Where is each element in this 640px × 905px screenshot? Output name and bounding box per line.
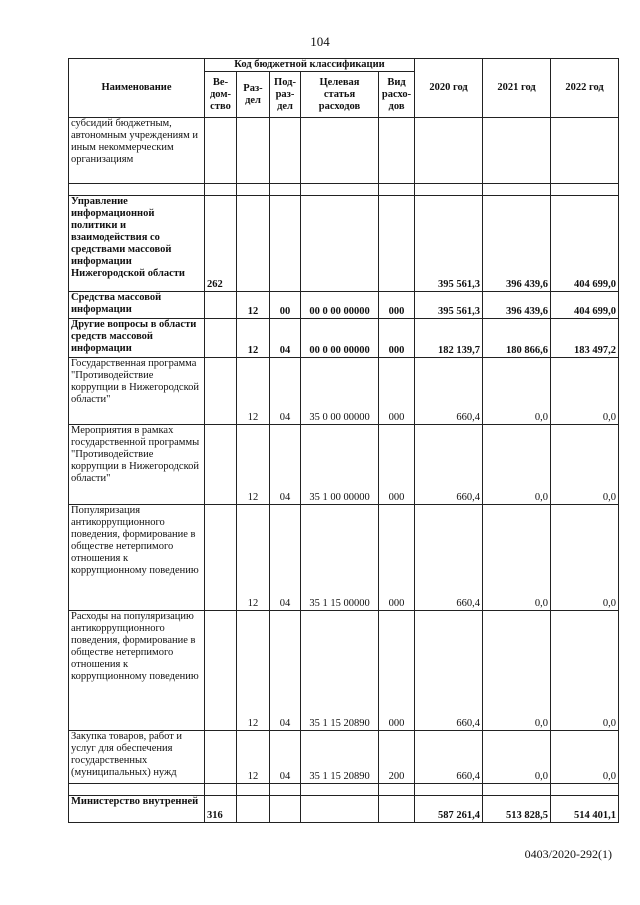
row-podrazdel	[270, 796, 301, 823]
row-vedomstvo	[205, 425, 237, 505]
page-number: 104	[310, 34, 330, 49]
budget-table	[68, 58, 619, 823]
table-row	[69, 796, 619, 823]
row-razdel	[237, 118, 270, 184]
row-amount-2020: 182 139,7	[415, 319, 483, 358]
row-podrazdel	[270, 118, 301, 184]
row-name: Средства массовой информации	[69, 292, 205, 319]
row-podrazdel	[270, 784, 301, 796]
row-expense-type	[379, 184, 415, 196]
row-podrazdel: 04	[270, 731, 301, 784]
header-razdel: Раз-дел	[237, 72, 270, 118]
row-target-article	[301, 796, 379, 823]
row-name: Министерство внутренней	[69, 796, 205, 823]
table-row	[69, 731, 619, 784]
row-expense-type	[379, 196, 415, 292]
header-podrazdel: Под-раз-дел	[270, 72, 301, 118]
row-amount-2021: 0,0	[483, 358, 551, 425]
row-target-article: 35 0 00 00000	[301, 358, 379, 425]
row-amount-2020: 660,4	[415, 358, 483, 425]
row-expense-type	[379, 118, 415, 184]
table-row	[69, 784, 619, 796]
row-razdel: 12	[237, 319, 270, 358]
row-podrazdel: 04	[270, 358, 301, 425]
row-target-article	[301, 118, 379, 184]
row-amount-2020: 660,4	[415, 505, 483, 611]
row-name: Закупка товаров, работ и услуг для обеспечения государственных (муниципальных) нужд	[69, 731, 205, 784]
row-amount-2021: 180 866,6	[483, 319, 551, 358]
row-amount-2021: 0,0	[483, 731, 551, 784]
row-podrazdel: 00	[270, 292, 301, 319]
row-amount-2020	[415, 784, 483, 796]
row-amount-2020	[415, 118, 483, 184]
row-vedomstvo	[205, 731, 237, 784]
row-amount-2022: 404 699,0	[551, 292, 619, 319]
row-amount-2021: 0,0	[483, 505, 551, 611]
row-razdel: 12	[237, 425, 270, 505]
table-row	[69, 611, 619, 731]
table-row	[69, 319, 619, 358]
header-target-article: Целевая статья расходов	[301, 72, 379, 118]
header-name: Наименование	[69, 59, 205, 118]
row-podrazdel: 04	[270, 505, 301, 611]
row-amount-2021: 396 439,6	[483, 196, 551, 292]
row-razdel	[237, 184, 270, 196]
row-amount-2020: 395 561,3	[415, 292, 483, 319]
row-razdel: 12	[237, 505, 270, 611]
row-amount-2021	[483, 784, 551, 796]
row-vedomstvo: 316	[205, 796, 237, 823]
row-vedomstvo	[205, 319, 237, 358]
row-expense-type: 000	[379, 611, 415, 731]
row-razdel	[237, 796, 270, 823]
row-razdel	[237, 196, 270, 292]
row-name: Управление информационной политики и взаимодействия со средствами массовой информации Нижегородской области	[69, 196, 205, 292]
row-vedomstvo	[205, 184, 237, 196]
row-amount-2022: 0,0	[551, 425, 619, 505]
row-razdel: 12	[237, 292, 270, 319]
table-row	[69, 425, 619, 505]
row-amount-2021: 396 439,6	[483, 292, 551, 319]
row-expense-type	[379, 784, 415, 796]
table-row	[69, 196, 619, 292]
table-row	[69, 118, 619, 184]
row-amount-2021: 0,0	[483, 425, 551, 505]
row-name: Мероприятия в рамках государственной программы "Противодействие коррупции в Нижегородской области"	[69, 425, 205, 505]
row-target-article: 00 0 00 00000	[301, 319, 379, 358]
row-amount-2022: 183 497,2	[551, 319, 619, 358]
row-name	[69, 784, 205, 796]
row-amount-2022	[551, 184, 619, 196]
header-year-2022: 2022 год	[551, 59, 619, 118]
row-amount-2020: 660,4	[415, 611, 483, 731]
row-target-article: 35 1 00 00000	[301, 425, 379, 505]
row-podrazdel: 04	[270, 425, 301, 505]
row-amount-2022: 514 401,1	[551, 796, 619, 823]
row-vedomstvo	[205, 784, 237, 796]
row-amount-2022	[551, 118, 619, 184]
row-name: Расходы на популяризацию антикоррупционного поведения, формирование в обществе нетерпимого отношения к коррупционному поведению	[69, 611, 205, 731]
row-razdel: 12	[237, 611, 270, 731]
row-name: Государственная программа "Противодействие коррупции в Нижегородской области"	[69, 358, 205, 425]
header-code-group: Код бюджетной классификации	[205, 59, 415, 72]
row-amount-2022: 0,0	[551, 505, 619, 611]
row-podrazdel: 04	[270, 319, 301, 358]
row-expense-type: 000	[379, 358, 415, 425]
row-amount-2022	[551, 784, 619, 796]
row-target-article	[301, 784, 379, 796]
row-target-article: 35 1 15 00000	[301, 505, 379, 611]
row-expense-type: 000	[379, 292, 415, 319]
row-vedomstvo	[205, 505, 237, 611]
row-amount-2022: 0,0	[551, 358, 619, 425]
row-amount-2022: 0,0	[551, 731, 619, 784]
table-row	[69, 292, 619, 319]
row-razdel	[237, 784, 270, 796]
row-target-article	[301, 184, 379, 196]
row-vedomstvo	[205, 292, 237, 319]
row-amount-2021: 513 828,5	[483, 796, 551, 823]
row-amount-2020	[415, 184, 483, 196]
row-name: Популяризация антикоррупционного поведения, формирование в обществе нетерпимого отношения к коррупционному поведению	[69, 505, 205, 611]
row-target-article: 00 0 00 00000	[301, 292, 379, 319]
row-amount-2020: 660,4	[415, 425, 483, 505]
row-expense-type: 200	[379, 731, 415, 784]
row-amount-2022: 0,0	[551, 611, 619, 731]
row-vedomstvo	[205, 118, 237, 184]
row-amount-2022: 404 699,0	[551, 196, 619, 292]
footer-code: 0403/2020-292(1)	[524, 847, 612, 861]
row-amount-2021: 0,0	[483, 611, 551, 731]
row-name	[69, 184, 205, 196]
row-amount-2021	[483, 184, 551, 196]
header-expense-type: Вид расхо-дов	[379, 72, 415, 118]
row-target-article: 35 1 15 20890	[301, 731, 379, 784]
row-razdel: 12	[237, 731, 270, 784]
row-podrazdel	[270, 196, 301, 292]
row-podrazdel: 04	[270, 611, 301, 731]
row-amount-2020: 587 261,4	[415, 796, 483, 823]
row-podrazdel	[270, 184, 301, 196]
table-row	[69, 358, 619, 425]
row-expense-type: 000	[379, 319, 415, 358]
row-amount-2021	[483, 118, 551, 184]
row-razdel: 12	[237, 358, 270, 425]
row-vedomstvo	[205, 611, 237, 731]
row-expense-type: 000	[379, 505, 415, 611]
row-target-article: 35 1 15 20890	[301, 611, 379, 731]
row-expense-type	[379, 796, 415, 823]
row-target-article	[301, 196, 379, 292]
table-row	[69, 184, 619, 196]
row-expense-type: 000	[379, 425, 415, 505]
table-row	[69, 505, 619, 611]
row-name: субсидий бюджетным, автономным учреждениям и иным некоммерческим организациям	[69, 118, 205, 184]
row-amount-2020: 660,4	[415, 731, 483, 784]
header-year-2020: 2020 год	[415, 59, 483, 118]
header-vedomstvo: Ве-дом-ство	[205, 72, 237, 118]
row-amount-2020: 395 561,3	[415, 196, 483, 292]
row-vedomstvo	[205, 358, 237, 425]
row-vedomstvo: 262	[205, 196, 237, 292]
table-body	[69, 118, 619, 823]
header-year-2021: 2021 год	[483, 59, 551, 118]
row-name: Другие вопросы в области средств массовой информации	[69, 319, 205, 358]
